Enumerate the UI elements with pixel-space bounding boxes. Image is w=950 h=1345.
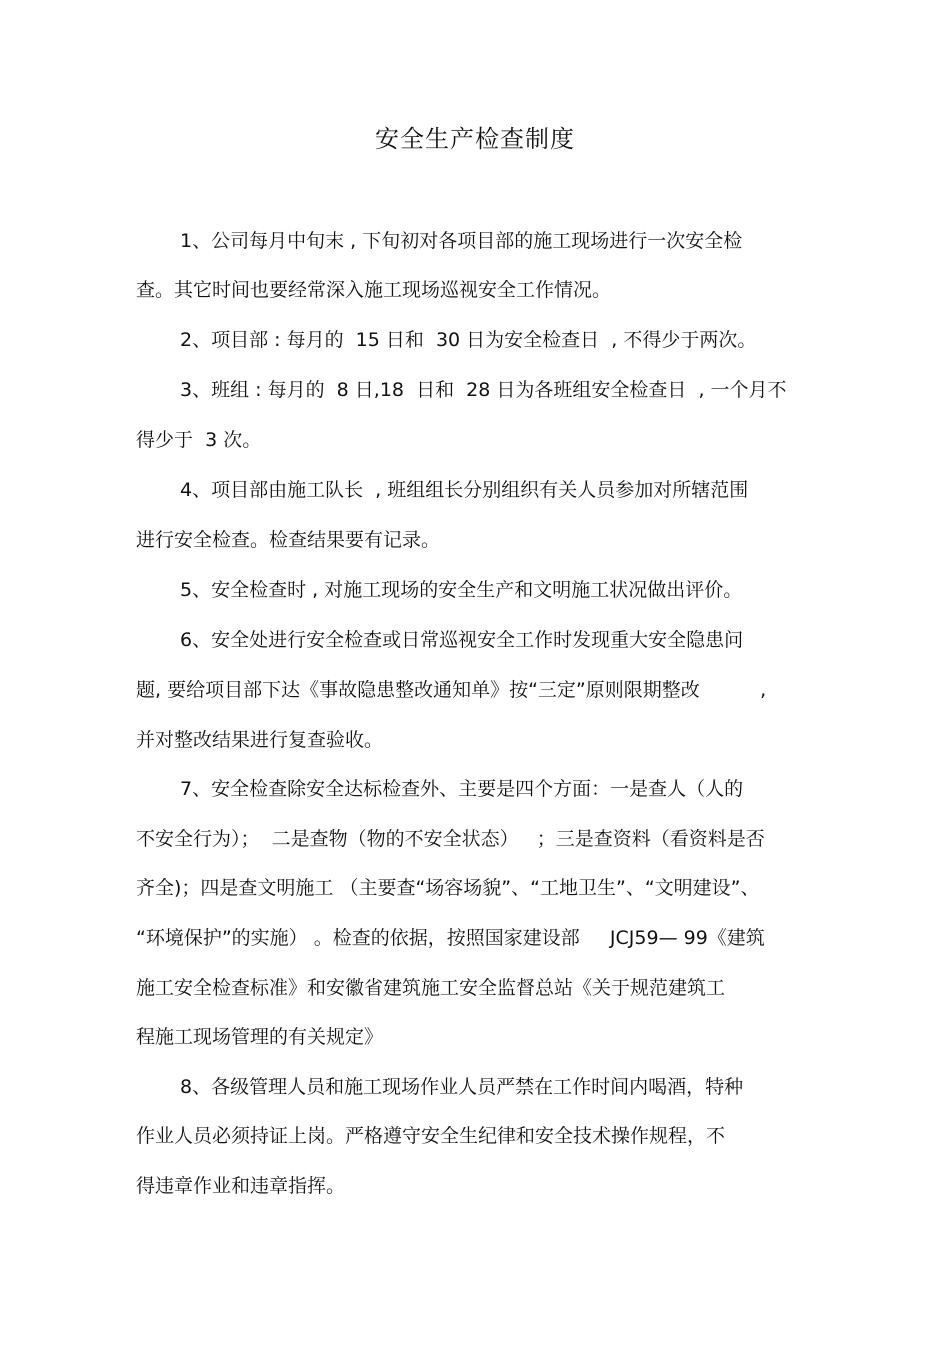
text-line: 得少于 3 次。 <box>136 429 262 451</box>
text-line: 4、项目部由施工队长 , 班组组长分别组织有关人员参加对所辖范围 <box>180 479 749 501</box>
text-line: 得违章作业和违章指挥。 <box>136 1175 346 1197</box>
text-line: 2、项目部 : 每月的 15 日和 30 日为安全检查日 , 不得少于两次。 <box>180 329 757 351</box>
text-line: “环境保护”的实施） 。检查的依据，按照国家建设部 JCJ59— 99《建筑 <box>136 927 765 949</box>
text-line: 进行安全检查。检查结果要有记录。 <box>136 529 441 551</box>
text-line: 不安全行为）； 二是查物（物的不安全状态） ；三是查资料（看资料是否 <box>136 828 765 850</box>
text-line: 施工安全检查标准》和安徽省建筑施工安全监督总站《关于规范建筑工 <box>136 977 726 999</box>
text-line: 并对整改结果进行复查验收。 <box>136 729 384 751</box>
text-line: 7、安全检查除安全达标检查外、主要是四个方面：一是查人（人的 <box>180 778 744 800</box>
text-line: 程施工现场管理的有关规定》 <box>136 1026 384 1048</box>
text-line: 作业人员必须持证上岗。严格遵守安全生纪律和安全技术操作规程，不 <box>136 1125 726 1147</box>
text-line: 1、公司每月中旬末 , 下旬初对各项目部的施工现场进行一次安全检 <box>180 230 743 252</box>
text-line: 题, 要给项目部下达《事故隐患整改通知单》按“三定”原则限期整改 , <box>136 679 767 701</box>
page-title: 安全生产检查制度 <box>375 125 575 153</box>
text-line: 6、安全处进行安全检查或日常巡视安全工作时发现重大安全隐患问 <box>180 629 744 651</box>
text-line: 8、各级管理人员和施工现场作业人员严禁在工作时间内喝酒，特种 <box>180 1076 744 1098</box>
text-line: 查。其它时间也要经常深入施工现场巡视安全工作情况。 <box>136 279 612 301</box>
text-line: 齐全)；四是查文明施工 （主要查“场容场貌”、“工地卫生”、“文明建设”、 <box>136 877 760 899</box>
text-line: 5、安全检查时 , 对施工现场的安全生产和文明施工状况做出评价。 <box>180 579 743 601</box>
text-line: 3、班组 : 每月的 8 日,18 日和 28 日为各班组安全检查日 , 一个月不 <box>180 379 787 401</box>
